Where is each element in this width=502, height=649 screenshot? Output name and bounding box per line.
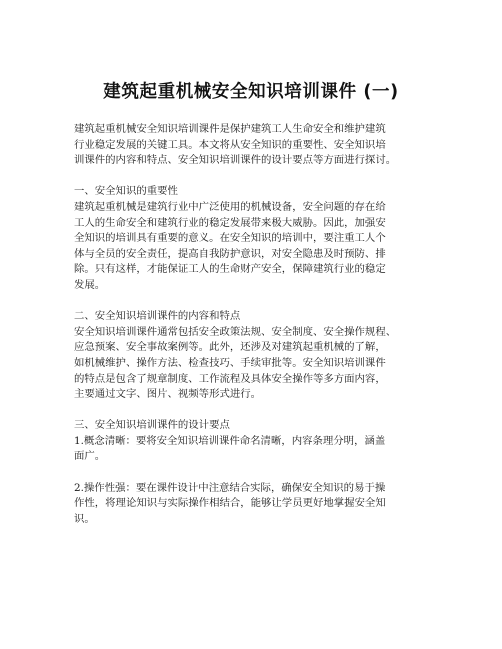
section-design-points xyxy=(74,418,474,527)
text-line: 主要通过文字、图片、视频等形式进行。 xyxy=(74,388,262,401)
design-point-2 xyxy=(74,481,474,528)
text-line: 工人的生命安全和建筑行业的稳定发展带来极大威胁。因此，加强安 xyxy=(74,216,386,229)
document-title: 建筑起重机械安全知识培训课件 (一) xyxy=(103,82,399,102)
text-line: 安全知识培训课件通常包括安全政策法规、安全制度、安全操作规程、 xyxy=(74,325,397,338)
text-line: 2.操作性强：要在课件设计中注意结合实际，确保安全知识的易于操 xyxy=(74,481,386,494)
text-line: 识。 xyxy=(74,512,95,525)
text-line: 发展。 xyxy=(74,278,106,291)
intro-paragraph xyxy=(74,122,474,169)
design-point-1 xyxy=(74,434,474,465)
text-line: 建筑起重机械安全知识培训课件是保护建筑工人生命安全和维护建筑 xyxy=(74,123,386,135)
text-line: 如机械维护、操作方法、检查技巧、手续审批等。安全知识培训课件 xyxy=(74,356,386,369)
document-body xyxy=(74,122,474,527)
text-line: 的特点是包含了规章制度、工作流程及具体安全操作等多方面内容， xyxy=(74,372,386,385)
text-line: 面广。 xyxy=(74,450,106,463)
text-line: 体与全员的安全责任，提高自我防护意识，对安全隐患及时预防、排 xyxy=(74,247,386,260)
section-importance xyxy=(74,184,474,293)
section-heading: 三、安全知识培训课件的设计要点 xyxy=(74,419,230,432)
text-line: 建筑起重机械是建筑行业中广泛使用的机械设备，安全问题的存在给 xyxy=(74,200,386,213)
text-line: 行业稳定发展的关键工具。本文将从安全知识的重要性、安全知识培 xyxy=(74,138,386,151)
text-line: 作性，将理论知识与实际操作相结合，能够让学员更好地掌握安全知 xyxy=(74,497,386,510)
text-line: 训课件的内容和特点、安全知识培训课件的设计要点等方面进行探讨。 xyxy=(74,154,397,167)
section-heading: 二、安全知识培训课件的内容和特点 xyxy=(74,310,241,323)
text-line: 全知识的培训具有重要的意义。在安全知识的培训中，要注重工人个 xyxy=(74,232,386,245)
text-line: 应急预案、安全事故案例等。此外，还涉及对建筑起重机械的了解， xyxy=(74,341,386,354)
section-heading: 一、安全知识的重要性 xyxy=(74,185,178,198)
section-content-features xyxy=(74,309,474,403)
text-line: 1.概念清晰：要将安全知识培训课件命名清晰，内容条理分明，涵盖 xyxy=(74,434,386,447)
text-line: 除。只有这样，才能保证工人的生命财产安全，保障建筑行业的稳定 xyxy=(74,263,386,276)
